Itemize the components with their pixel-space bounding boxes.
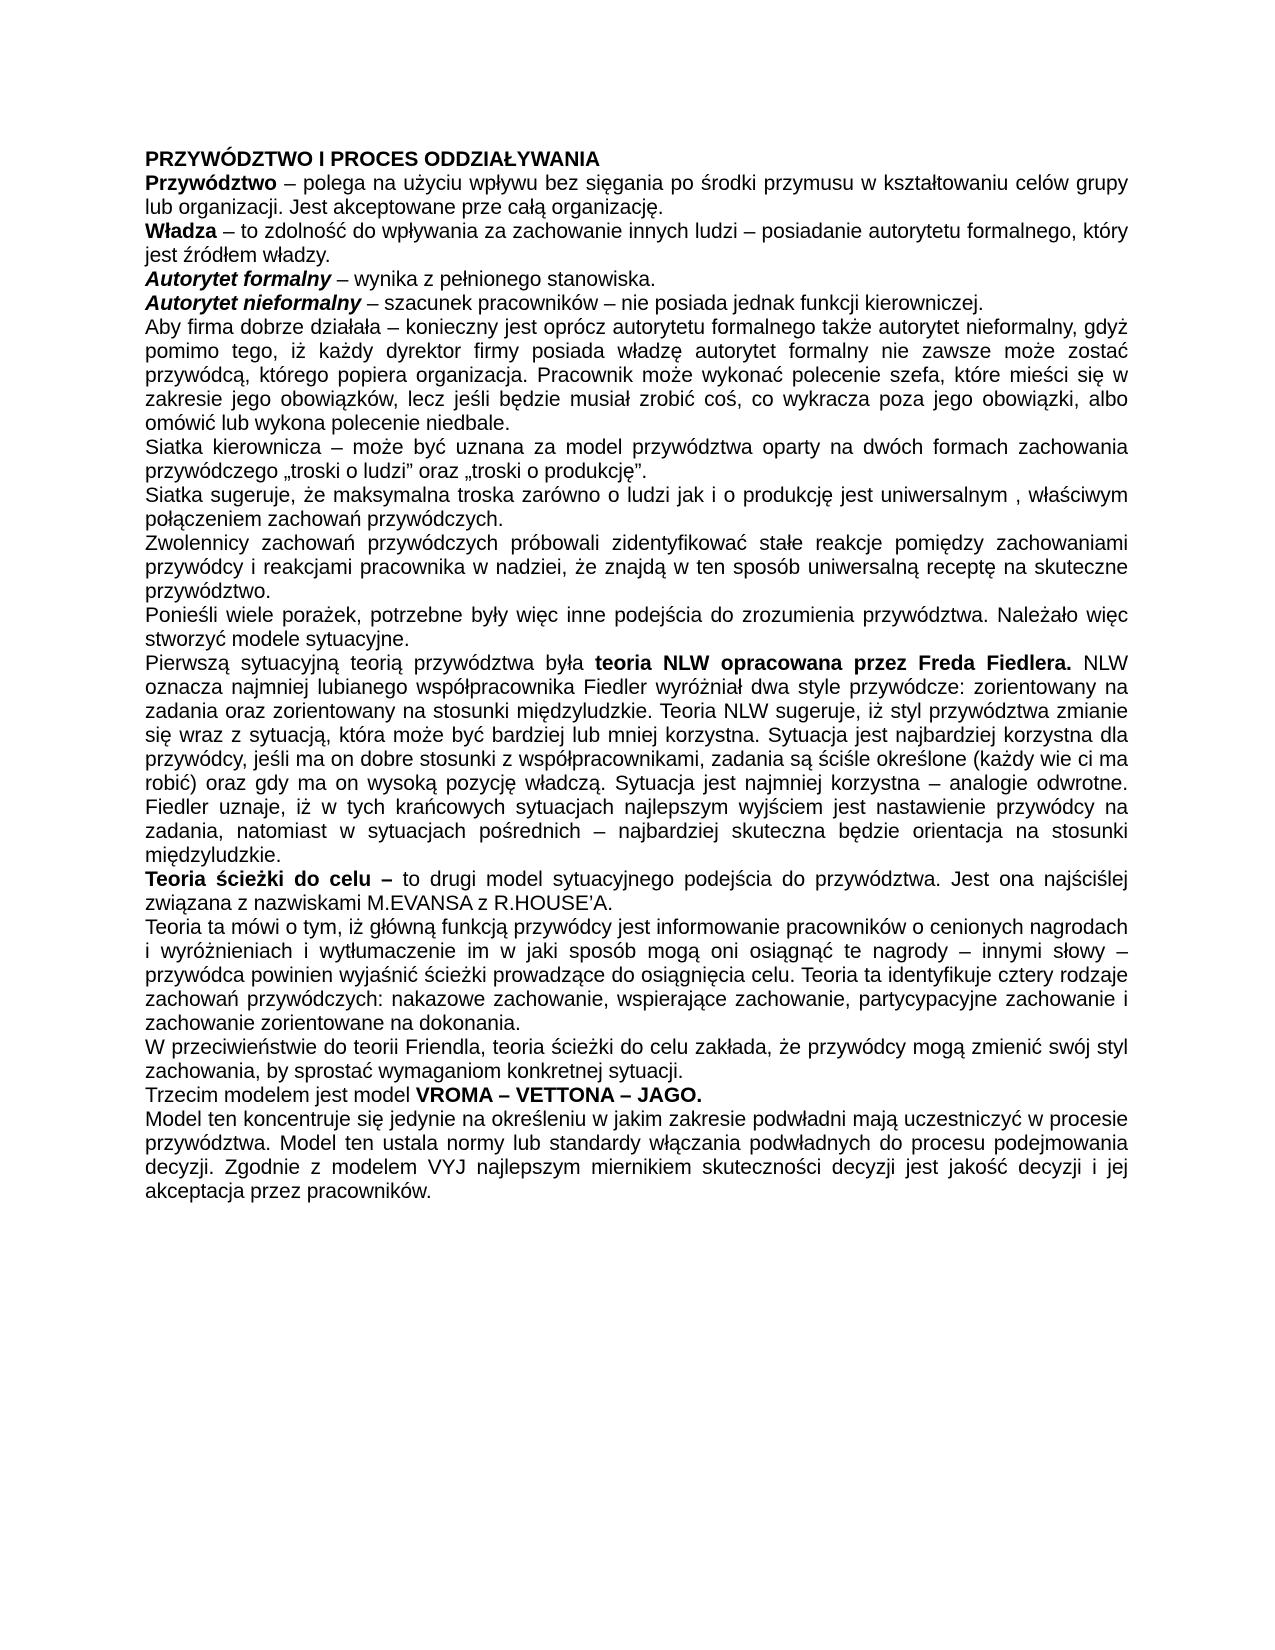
text-segment: Pierwszą sytuacyjną teorią przywództwa była xyxy=(145,652,595,675)
paragraph xyxy=(145,172,1128,220)
text-segment: Teoria ścieżki do celu – xyxy=(145,868,403,891)
text-segment: to drugi model sytuacyjnego podejścia do przywództwa. Jest ona najściślej związana z nazwiskami M.EVANSA z R.HOUSE’A. xyxy=(145,868,1128,915)
paragraph xyxy=(145,436,1128,484)
paragraph xyxy=(145,604,1128,652)
text-segment: VROMA – VETTONA – JAGO. xyxy=(415,1084,703,1107)
text-segment: – polega na użyciu wpływu bez sięgania po środki przymusu w kształtowaniu celów grupy lub organizacji. Jest akceptowane prze całą organizację. xyxy=(145,172,1128,219)
text-segment: – wynika z pełnionego stanowiska. xyxy=(331,268,656,291)
paragraph xyxy=(145,220,1128,268)
paragraph xyxy=(145,1036,1128,1084)
text-segment: Autorytet formalny xyxy=(145,268,332,291)
text-segment: NLW oznacza najmniej lubianego współpracownika Fiedler wyróżniał dwa style przywódcze: zorientowany na zadania oraz zorientowany na stosunki międzyludzkie. Teoria NLW sugeruje, iż styl przywództwa zmianie się wraz z sytuacją, która może być bardziej lub mniej korzystna. Sytuacja jest najbardziej korzystna dla przywódcy, jeśli ma on dobre stosunki z współpracownikami, zadania są ściśle określone (każdy wie ci ma robić) oraz gdy ma on wysoką pozycję władczą. Sytuacja jest najmniej korzystna – analogie odwrotne. Fiedler uznaje, iż w tych krańcowych sytuacjach najlepszym wyjściem jest nastawienie przywódcy na zadania, natomiast w sytuacjach pośrednich – najbardziej skuteczna będzie orientacja na stosunki międzyludzkie. xyxy=(145,652,1129,867)
text-segment: teoria NLW opracowana przez Freda Fiedlera. xyxy=(594,652,1072,675)
text-segment: Przywództwo xyxy=(145,172,277,195)
paragraph xyxy=(145,268,1128,292)
paragraph xyxy=(145,316,1128,436)
text-segment: Władza xyxy=(145,220,217,243)
paragraph xyxy=(145,532,1128,604)
text-segment: Autorytet nieformalny xyxy=(145,292,362,315)
paragraph xyxy=(145,1108,1128,1204)
text-segment: Model ten koncentruje się jedynie na określeniu w jakim zakresie podwładni mają uczestniczyć w procesie przywództwa. Model ten ustala normy lub standardy włączania podwładnych do procesu podejmowania decyzji. Zgodnie z modelem VYJ najlepszym miernikiem skuteczności decyzji jest jakość decyzji i jej akceptacja przez pracowników. xyxy=(145,1108,1128,1203)
text-segment: W przeciwieństwie do teorii Friendla, teoria ścieżki do celu zakłada, że przywódcy mogą zmienić swój styl zachowania, by sprostać wymaganiom konkretnej sytuacji. xyxy=(145,1036,1128,1083)
paragraph xyxy=(145,1084,1128,1108)
paragraph xyxy=(145,916,1128,1036)
text-segment: Trzecim modelem jest model xyxy=(145,1084,416,1107)
document-body xyxy=(145,172,1128,1204)
text-segment: – szacunek pracowników – nie posiada jednak funkcji kierowniczej. xyxy=(361,292,984,315)
text-segment: Ponieśli wiele porażek, potrzebne były więc inne podejścia do zrozumienia przywództwa. Należało więc stworzyć modele sytuacyjne. xyxy=(145,604,1128,651)
text-segment: Teoria ta mówi o tym, iż główną funkcją przywódcy jest informowanie pracowników o cenionych nagrodach i wyróżnieniach i wytłumaczenie im w jaki sposób mogą oni osiągnąć te nagrody – innymi słowy – przywódca powinien wyjaśnić ścieżki prowadzące do osiągnięcia celu. Teoria ta identyfikuje cztery rodzaje zachowań przywódczych: nakazowe zachowanie, wspierające zachowanie, partycypacyjne zachowanie i zachowanie zorientowane na dokonania. xyxy=(145,916,1128,1035)
text-segment: Zwolennicy zachowań przywódczych próbowali zidentyfikować stałe reakcje pomiędzy zachowaniami przywódcy i reakcjami pracownika w nadziei, że znajdą w ten sposób uniwersalną receptę na skuteczne przywództwo. xyxy=(145,532,1128,603)
document-content xyxy=(145,148,1128,1204)
paragraph xyxy=(145,292,1128,316)
page-title: PRZYWÓDZTWO I PROCES ODDZIAŁYWANIA xyxy=(145,148,601,171)
paragraph xyxy=(145,868,1128,916)
text-segment: Siatka sugeruje, że maksymalna troska zarówno o ludzi jak i o produkcję jest uniwersalnym , właściwym połączeniem zachowań przywódczych. xyxy=(145,484,1128,531)
paragraph xyxy=(145,484,1128,532)
text-segment: – to zdolność do wpływania za zachowanie innych ludzi – posiadanie autorytetu formalnego, który jest źródłem władzy. xyxy=(145,220,1128,267)
text-segment: Aby firma dobrze działała – konieczny jest oprócz autorytetu formalnego także autorytet nieformalny, gdyż pomimo tego, iż każdy dyrektor firmy posiada władzę autorytet formalny nie zawsze może zostać przywódcą, którego popiera organizacja. Pracownik może wykonać polecenie szefa, które mieści się w zakresie jego obowiązków, lecz jeśli będzie musiał zrobić coś, co wykracza poza jego obowiązki, albo omówić lub wykona polecenie niedbale. xyxy=(145,316,1128,435)
text-segment: Siatka kierownicza – może być uznana za model przywództwa oparty na dwóch formach zachowania przywódczego „troski o ludzi” oraz „troski o produkcję”. xyxy=(145,436,1128,483)
paragraph xyxy=(145,652,1128,868)
